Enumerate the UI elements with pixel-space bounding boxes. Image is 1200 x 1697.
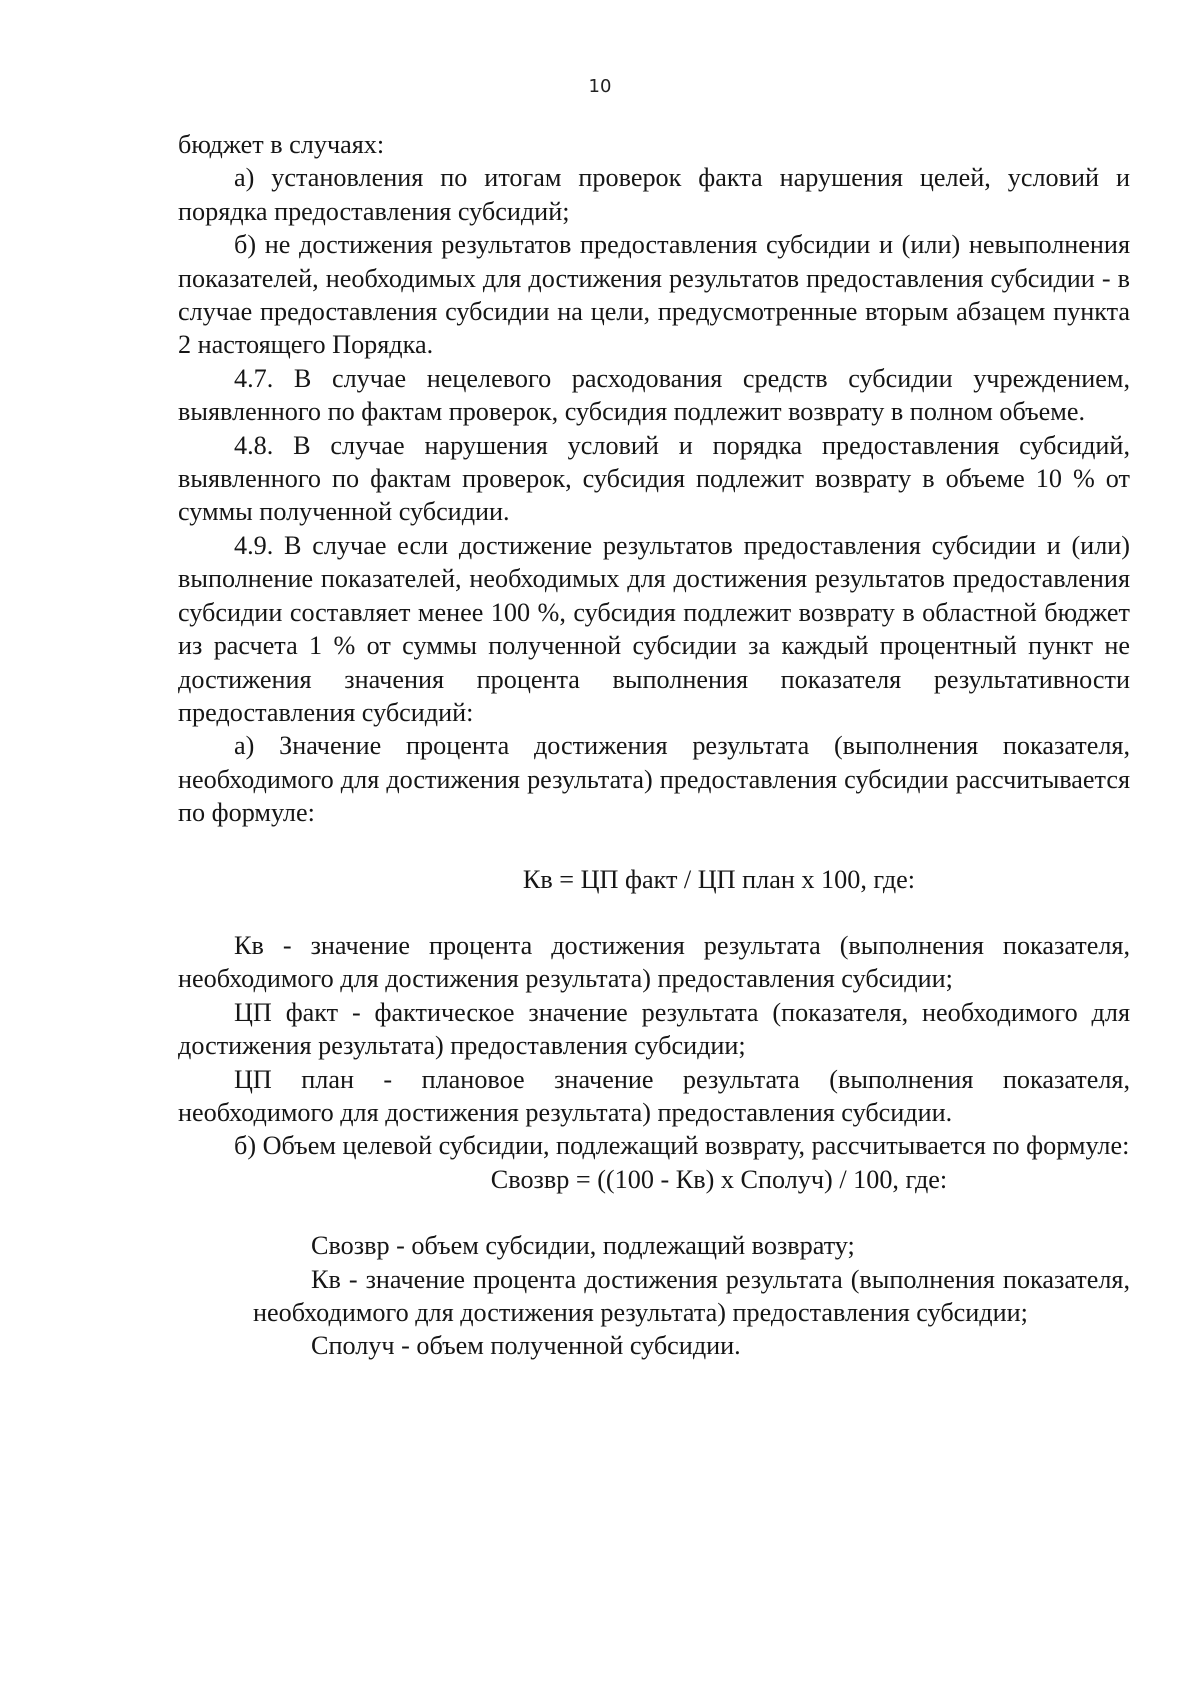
clause-4-9: 4.9. В случае если достижение результатов предоставления субсидии и (или) выполнение показателей, необходимых для достижения результатов предоставления субсидии составляет менее 100 %, субсидия подлежит возврату в областной бюджет из расчета 1 % от суммы полученной субсидии за каждый процентный пункт не достижения значения процента выполнения показателя результативности предоставления субсидий: xyxy=(178,530,1130,727)
definition-svozvr: Свозвр - объем субсидии, подлежащий возврату; xyxy=(311,1231,855,1261)
clause-4-7: 4.7. В случае нецелевого расходования средств субсидии учреждением, выявленного по фактам проверок, субсидия подлежит возврату в полном объеме. xyxy=(178,363,1130,427)
subclause-a: а) Значение процента достижения результата (выполнения показателя, необходимого для достижения результата) предоставления субсидии рассчитывается по формуле: xyxy=(178,731,1130,828)
definition-cp-fact: ЦП факт - фактическое значение результата (показателя, необходимого для достижения результата) предоставления субсидии; xyxy=(178,997,1130,1061)
document-body xyxy=(178,128,1130,1363)
formula-kv: Кв = ЦП факт / ЦП план х 100, где: xyxy=(522,864,916,894)
list-item-b: б) не достижения результатов предоставления субсидии и (или) невыполнения показателей, необходимых для достижения результатов предоставления субсидии - в случае предоставления субсидии на цели, предусмотренные вторым абзацем пункта 2 настоящего Порядка. xyxy=(178,230,1130,360)
definition-kv: Кв - значение процента достижения результата (выполнения показателя, необходимого для достижения результата) предоставления субсидии; xyxy=(178,930,1130,994)
page-number: 10 xyxy=(588,76,612,97)
definition-spoluch: Сполуч - объем полученной субсидии. xyxy=(311,1331,741,1361)
definition-cp-plan: ЦП план - плановое значение результата (выполнения показателя, необходимого для достижения результата) предоставления субсидии. xyxy=(178,1064,1130,1127)
definitions-block xyxy=(253,1229,1130,1363)
paragraph-continuation: бюджет в случаях: xyxy=(178,130,385,159)
list-item-a: а) установления по итогам проверок факта нарушения целей, условий и порядка предоставления субсидий; xyxy=(178,163,1130,226)
formula-svozvr: Свозвр = ((100 - Кв) х Сполуч) / 100, где: xyxy=(490,1164,948,1194)
subclause-b: б) Объем целевой субсидии, подлежащий возврату, рассчитывается по формуле: xyxy=(234,1131,1130,1161)
clause-4-8: 4.8. В случае нарушения условий и порядка предоставления субсидий, выявленного по фактам проверок, субсидия подлежит возврату в объеме 10 % от суммы полученной субсидии. xyxy=(178,430,1130,527)
definition-kv-2: Кв - значение процента достижения результата (выполнения показателя, необходимого для достижения результата) предоставления субсидии; xyxy=(253,1264,1130,1327)
